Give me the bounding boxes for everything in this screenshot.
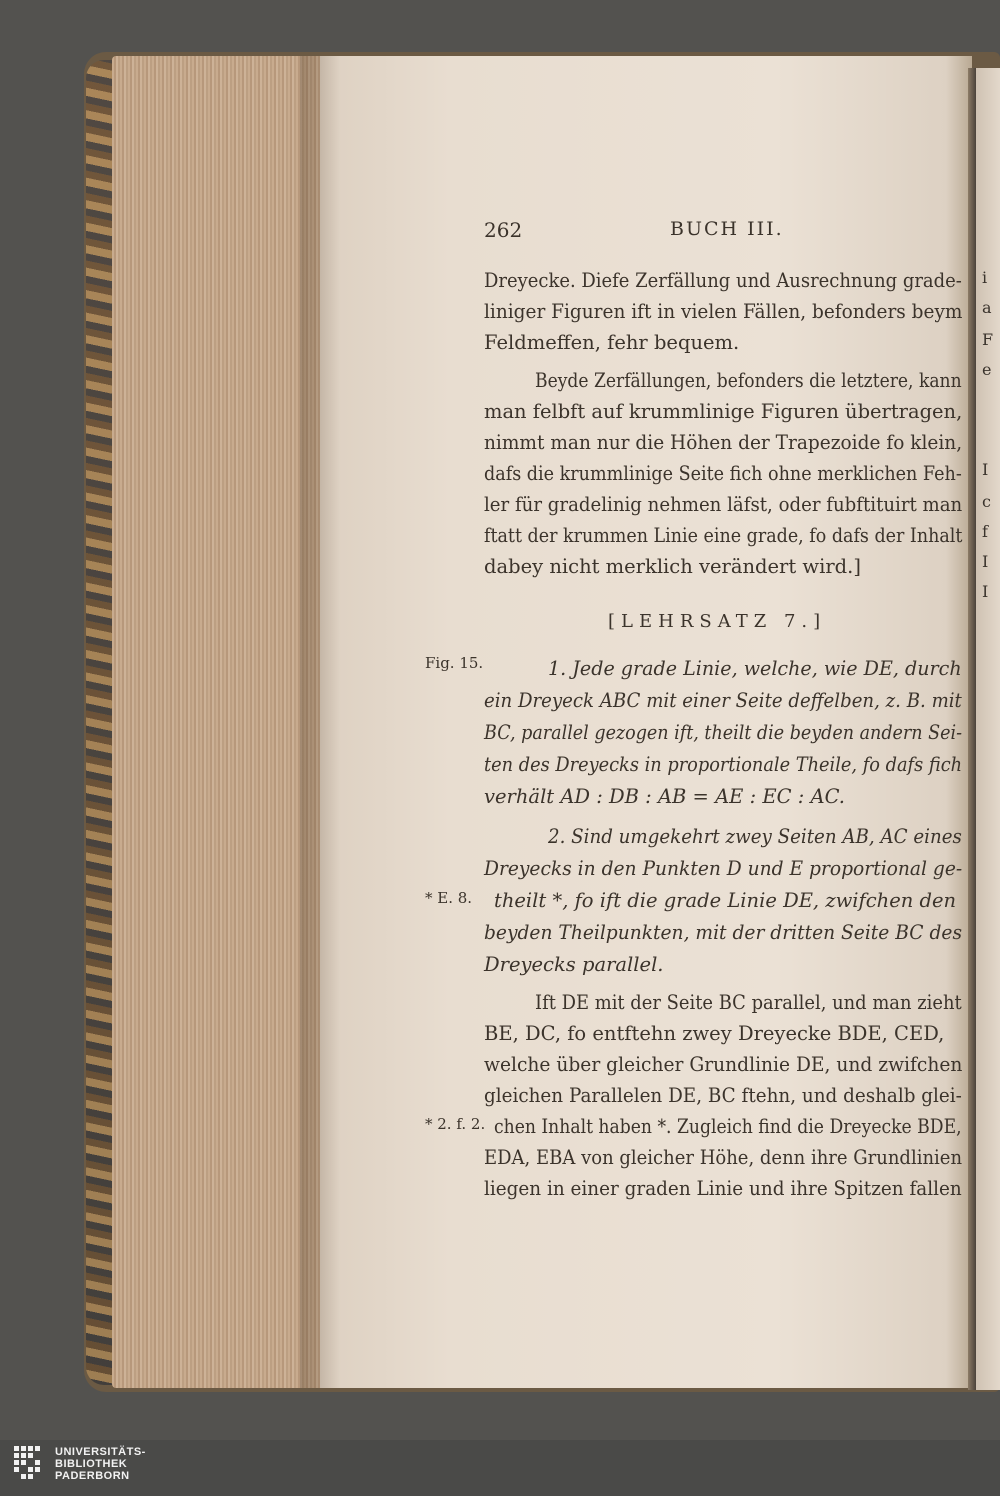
facing-page-char: F: [982, 330, 994, 349]
text-line: Dreyecks in den Punkten D und E proportional ge-: [484, 857, 963, 880]
running-header: [0, 218, 1000, 248]
text-line: 1. Jede grade Linie, welche, wie DE, durch: [548, 657, 962, 680]
text-line: Ift DE mit der Seite BC parallel, und man zieht: [535, 991, 962, 1014]
text-line: chen Inhalt haben *. Zugleich find die Dreyecke BDE,: [494, 1115, 962, 1138]
text-line: beyden Theilpunkten, mit der dritten Seite BC des: [484, 921, 963, 944]
text-line: Beyde Zerfällungen, befonders die letztere, kann: [535, 369, 962, 392]
text-line: verhält AD : DB : AB = AE : EC : AC.: [484, 785, 846, 808]
facing-page-char: I: [982, 460, 989, 479]
library-name-line: PADERBORN: [55, 1470, 130, 1482]
scan-footer: [0, 1440, 1000, 1496]
facing-page-char: f: [982, 522, 988, 541]
facing-page-edge: [976, 68, 1000, 1390]
facing-page-char: I: [982, 582, 989, 601]
page-shadow: [300, 56, 340, 1388]
text-line: theilt *, fo ift die grade Linie DE, zwifchen den: [494, 889, 957, 912]
margin-reference: * 2. f. 2.: [425, 1115, 486, 1133]
text-line: BC, parallel gezogen ift, theilt die beyden andern Sei-: [484, 721, 963, 744]
text-line: 2. Sind umgekehrt zwey Seiten AB, AC eines: [548, 825, 962, 848]
text-line: nimmt man nur die Höhen der Trapezoide fo klein,: [484, 431, 963, 454]
library-name-line: BIBLIOTHEK: [55, 1458, 128, 1470]
facing-page-char: c: [982, 492, 991, 511]
text-line: liniger Figuren ift in vielen Fällen, befonders beym: [484, 300, 963, 323]
theorem-heading: [LEHRSATZ 7.]: [608, 611, 827, 632]
text-line: Dreyecks parallel.: [484, 953, 664, 976]
text-line: BE, DC, fo entftehn zwey Dreyecke BDE, CED,: [484, 1022, 945, 1045]
text-line: ftatt der krummen Linie eine grade, fo dafs der Inhalt: [484, 524, 963, 547]
page-edges: [112, 56, 320, 1388]
library-logo-icon: [14, 1446, 48, 1486]
text-line: dafs die krummlinige Seite fich ohne merklichen Feh-: [484, 462, 962, 485]
text-line: welche über gleicher Grundlinie DE, und zwifchen: [484, 1053, 963, 1076]
margin-reference: * E. 8.: [425, 889, 473, 907]
page-number: 262: [484, 218, 523, 242]
facing-page-char: I: [982, 552, 989, 571]
facing-page-char: e: [982, 360, 992, 379]
facing-page-char: i: [982, 268, 988, 287]
text-line: Dreyecke. Diefe Zerfällung und Ausrechnung grade-: [484, 269, 962, 292]
text-line: liegen in einer graden Linie und ihre Spitzen fallen: [484, 1177, 962, 1200]
facing-page-char: a: [982, 298, 992, 317]
library-name: [55, 1446, 146, 1482]
text-line: EDA, EBA von gleicher Höhe, denn ihre Grundlinien: [484, 1146, 963, 1169]
margin-figure-ref: Fig. 15.: [425, 654, 484, 672]
library-name-line: UNIVERSITÄTS-: [55, 1446, 146, 1458]
text-line: Feldmeffen, fehr bequem.: [484, 331, 740, 354]
text-line: dabey nicht merklich verändert wird.]: [484, 555, 861, 578]
running-title: BUCH III.: [670, 218, 784, 240]
text-line: man felbft auf krummlinige Figuren übertragen,: [484, 400, 963, 423]
text-line: ler für gradelinig nehmen läfst, oder fubftituirt man: [484, 493, 963, 516]
text-line: ein Dreyeck ABC mit einer Seite deffelben, z. B. mit: [484, 689, 962, 712]
text-line: ten des Dreyecks in proportionale Theile, fo dafs fich: [484, 753, 963, 776]
text-line: gleichen Parallelen DE, BC ftehn, und deshalb glei-: [484, 1084, 962, 1107]
